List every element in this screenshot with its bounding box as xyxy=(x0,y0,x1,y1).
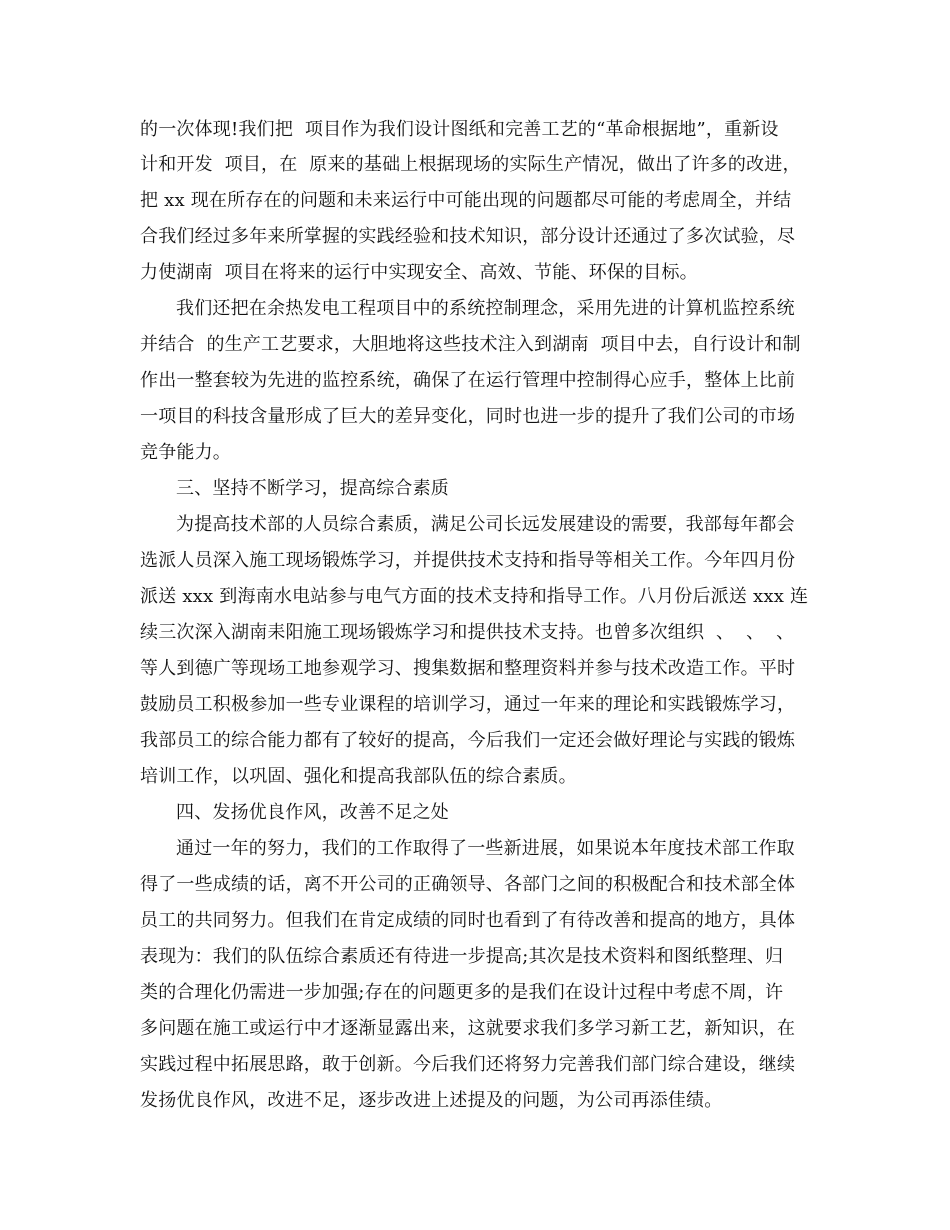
text-line: 实践过程中拓展思路，敢于创新。今后我们还将努力完善我们部门综合建设，继续 xyxy=(140,1054,796,1075)
text-line: 员工的共同努力。但我们在肯定成绩的同时也看到了有待改善和提高的地方，具体 xyxy=(140,910,796,931)
text-line: 为提高技术部的人员综合素质，满足公司长远发展建设的需要，我部每年都会 xyxy=(176,514,795,535)
text-line: 等人到德广等现场工地参观学习、搜集数据和整理资料并参与技术改造工作。平时 xyxy=(140,658,796,679)
text-line: 培训工作，以巩固、强化和提高我部队伍的综合素质。 xyxy=(140,766,577,787)
text-line: 续三次深入湖南耒阳施工现场锻炼学习和提供技术支持。也曾多次组织 、 、 、 xyxy=(140,622,795,643)
text-line: 我部员工的综合能力都有了较好的提高，今后我们一定还会做好理论与实践的锻炼 xyxy=(140,730,796,751)
text-line: 的一次体现!我们把 项目作为我们设计图纸和完善工艺的“革命根据地”，重新设 xyxy=(140,119,779,140)
text-line: 发扬优良作风，改进不足，逐步改进上述提及的问题，为公司再添佳绩。 xyxy=(140,1090,723,1111)
text-line: 合我们经过多年来所掌握的实践经验和技术知识，部分设计还通过了多次试验，尽 xyxy=(140,226,796,247)
section-heading: 三、坚持不断学习，提高综合素质 xyxy=(176,478,449,499)
text-line: 作出一整套较为先进的监控系统，确保了在运行管理中控制得心应手，整体上比前 xyxy=(140,370,796,391)
text-line: 计和开发 项目，在 原来的基础上根据现场的实际生产情况，做出了许多的改进， xyxy=(140,154,801,175)
text-line: 我们还把在余热发电工程项目中的系统控制理念，采用先进的计算机监控系统 xyxy=(176,298,795,319)
text-line: 把 xx 现在所存在的问题和未来运行中可能出现的问题都尽可能的考虑周全，并结 xyxy=(140,190,792,211)
text-line: 并结合 的生产工艺要求，大胆地将这些技术注入到湖南 项目中去，自行设计和制 xyxy=(140,334,801,355)
text-line: 一项目的科技含量形成了巨大的差异变化，同时也进一步的提升了我们公司的市场 xyxy=(140,406,796,427)
text-line: 竞争能力。 xyxy=(140,442,231,463)
text-line: 鼓励员工积极参加一些专业课程的培训学习，通过一年来的理论和实践锻炼学习， xyxy=(140,694,796,715)
text-line: 力使湖南 项目在将来的运行中实现安全、高效、节能、环保的目标。 xyxy=(140,262,698,283)
text-line: 得了一些成绩的话，离不开公司的正确领导、各部门之间的积极配合和技术部全体 xyxy=(140,874,796,895)
text-line: 多问题在施工或运行中才逐渐显露出来，这就要求我们多学习新工艺，新知识，在 xyxy=(140,1018,796,1039)
text-line: 类的合理化仍需进一步加强;存在的问题更多的是我们在设计过程中考虑不周，许 xyxy=(140,982,784,1003)
text-line: 通过一年的努力，我们的工作取得了一些新进展，如果说本年度技术部工作取 xyxy=(176,838,795,859)
text-line: 表现为：我们的队伍综合素质还有待进一步提高;其次是技术资料和图纸整理、归 xyxy=(140,946,784,967)
text-line: 选派人员深入施工现场锻炼学习，并提供技术支持和指导等相关工作。今年四月份 xyxy=(140,550,796,571)
section-heading: 四、发扬优良作风，改善不足之处 xyxy=(176,802,449,823)
text-line: 派送 xxx 到海南水电站参与电气方面的技术支持和指导工作。八月份后派送 xxx 连 xyxy=(140,586,809,607)
